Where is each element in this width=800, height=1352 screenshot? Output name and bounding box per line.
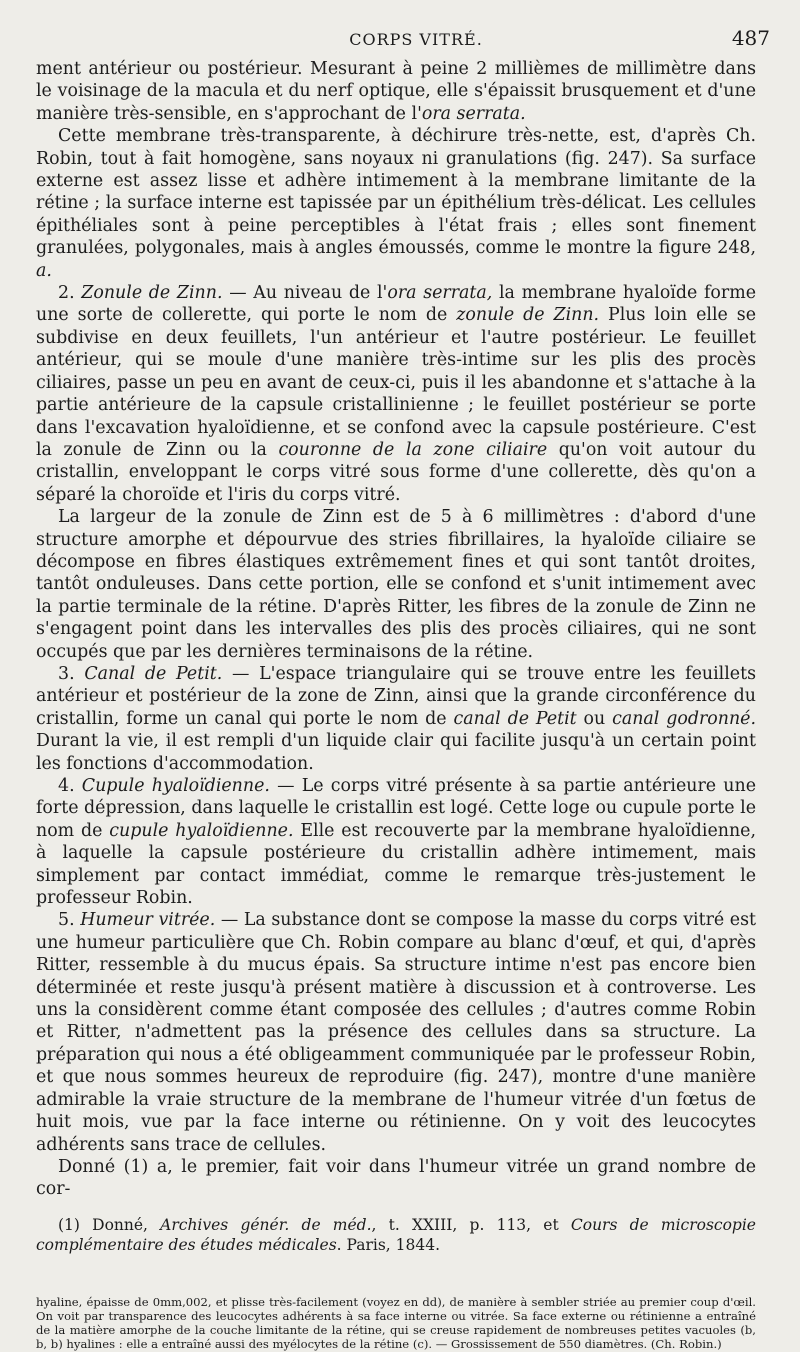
- section-title: Canal de Petit.: [84, 663, 223, 684]
- section-title: Cupule hyaloïdienne.: [81, 776, 270, 796]
- body-text: [36, 58, 756, 1201]
- paragraph-continuation: ment antérieur ou postérieur. Mesurant à peine 2 millièmes de millimètre dans le voisinage de la macula et du nerf optique, elle s'épaissit brusquement et d'une manière très-sensible, en s'approchant de l'ora serrata.: [36, 59, 756, 124]
- paragraph-zonule-de-zinn: 2. Zonule de Zinn. — Au niveau de l'ora serrata, la membrane hyaloïde forme une sorte de collerette, qui porte le nom de zonule de Zinn. Plus loin elle se subdivise en deux feuillets, l'un antérieur et l'autre postérieur. Le feuillet antérieur, qui se moule d'une manière très-intime sur les plis des procès ciliaires, passe un peu en avant de ceux-ci, puis il les abandonne et s'attache à la partie antérieure de la capsule cristallinienne ; le feuillet postérieur se porte dans l'excavation hyaloïdienne, et se confond avec la capsule postérieure. C'est la zonule de Zinn ou la couronne de la zone ciliaire qu'on voit autour du cristallin, enveloppant le corps vitré sous forme d'une collerette, dès qu'on a séparé la choroïde et l'iris du corps vitré.: [36, 283, 756, 505]
- figure-caption-continuation: hyaline, épaisse de 0mm,002, et plisse très-facilement (voyez en dd), de manière à sembler striée au premier coup d'œil. On voit par transparence des leucocytes adhérents à sa face interne ou vitrée. Sa face externe ou rétinienne a entraîné de la matière amorphe de la couche limitante de la rétine, qui se creuse rapidement de nombreuses petites vacuoles (b, b, b) hyalines : elle a entraîné aussi des myélocytes de la rétine (c). — Grossissement de 550 diamètres. (Ch. Robin.): [36, 1294, 756, 1352]
- running-title: CORPS VITRÉ.: [349, 30, 483, 49]
- section-title: Humeur vitrée.: [80, 910, 216, 931]
- paragraph-membrane: Cette membrane très-transparente, à déchirure très-nette, est, d'après Ch. Robin, tout à fait homogène, sans noyaux ni granulations (fig. 247). Sa surface externe est assez lisse et adhère intimement à la membrane limitante de la rétine ; la surface interne est tapissée par un épithélium très-délicat. Les cellules épithéliales sont à peine perceptibles à l'état frais ; elles sont finement granulées, polygonales, mais à angles émoussés, comme le montre la figure 248, a.: [36, 126, 756, 281]
- paragraph-cupule-hyaloidienne: 4. Cupule hyaloïdienne. — Le corps vitré présente à sa partie antérieure une forte dépression, dans laquelle le cristallin est logé. Cette loge ou cupule porte le nom de cupule hyaloïdienne. Elle est recouverte par la membrane hyaloïdienne, à laquelle la capsule postérieure du cristallin adhère intimement, mais simplement par contact immédiat, comme le remarque très-justement le professeur Robin.: [36, 776, 756, 909]
- running-head: [36, 26, 770, 58]
- footnote: (1) Donné, Archives génér. de méd., t. XXIII, p. 113, et Cours de microscopie complémentaire des études médicales. Paris, 1844.: [36, 1215, 756, 1254]
- page-number: 487: [731, 26, 770, 50]
- paragraph-zonule-width: La largeur de la zonule de Zinn est de 5 à 6 millimètres : d'abord d'une structure amorphe et dépourvue des stries fibrillaires, la hyaloïde ciliaire se décompose en fibres élastiques extrêmement fines et qui sont tantôt droites, tantôt onduleuses. Dans cette portion, elle se confond et s'unit intimement avec la partie terminale de la rétine. D'après Ritter, les fibres de la zonule de Zinn ne s'engagent point dans les intervalles des plis des procès ciliaires, qui ne sont occupés que par les dernières terminaisons de la rétine.: [36, 507, 756, 662]
- paragraph-humeur-vitree: 5. Humeur vitrée. — La substance dont se compose la masse du corps vitré est une humeur particulière que Ch. Robin compare au blanc d'œuf, et qui, d'après Ritter, ressemble à du mucus épais. Sa structure intime n'est pas encore bien déterminée et reste jusqu'à présent matière à discussion et à controverse. Les uns la considèrent comme étant composée des cellules ; d'autres comme Robin et Ritter, n'admettent pas la présence des cellules dans sa structure. La préparation qui nous a été obligeamment communiquée par le professeur Robin, et que nous sommes heureux de reproduire (fig. 247), montre d'une manière admirable la vraie structure de la membrane de l'humeur vitrée d'un fœtus de huit mois, vue par la face interne ou rétinienne. On y voit des leucocytes adhérents sans trace de cellules.: [36, 910, 756, 1155]
- paragraph-donne: Donné (1) a, le premier, fait voir dans l'humeur vitrée un grand nombre de cor-: [36, 1156, 756, 1200]
- section-title: Zonule de Zinn.: [81, 283, 223, 304]
- paragraph-canal-de-petit: 3. Canal de Petit. — L'espace triangulaire qui se trouve entre les feuillets antérieur et postérieur de la zone de Zinn, ainsi que la grande circonférence du cristallin, forme un canal qui porte le nom de canal de Petit ou canal godronné. Durant la vie, il est rempli d'un liquide clair qui facilite jusqu'à un certain point les fonctions d'accommodation.: [36, 663, 756, 774]
